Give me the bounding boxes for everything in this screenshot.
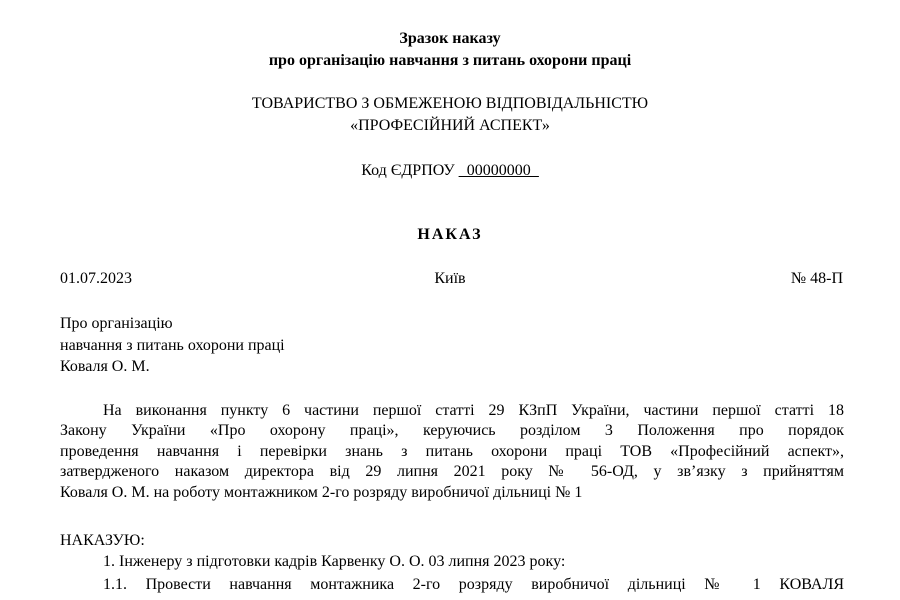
preamble-paragraph — [60, 401, 844, 503]
order-date: 01.07.2023 — [60, 270, 132, 287]
sample-title: Зразок наказу — [399, 30, 501, 47]
edrpou-value: _00000000_ — [458, 162, 539, 179]
decree-item-1: 1. Інженеру з підготовки кадрів Карвенку О. О. 03 липня 2023 року: — [103, 553, 566, 570]
sample-subtitle: про організацію навчання з питань охорони праці — [268, 52, 632, 69]
preamble-line: На виконання пункту 6 частини першої статті 29 КЗпП України, частини першої статті 18 — [103, 402, 844, 419]
order-number: № 48-П — [790, 270, 843, 287]
decree-heading: НАКАЗУЮ: — [60, 532, 145, 549]
company-name-line2: «ПРОФЕСІЙНИЙ АСПЕКТ» — [350, 117, 550, 134]
decree-item-1-1-line: 1.1. Провести навчання монтажника 2-го розряду виробничої дільниці № 1 КОВАЛЯ — [103, 576, 844, 593]
preamble-line: Коваля О. М. на роботу монтажником 2-го розряду виробничої дільниці № 1 — [60, 483, 583, 501]
company-name-line1: ТОВАРИСТВО З ОБМЕЖЕНОЮ ВІДПОВІДАЛЬНІСТЮ — [251, 95, 649, 112]
order-title: НАКАЗ — [417, 226, 483, 243]
preamble-line: Закону України «Про охорону праці», керуючись розділом 3 Положення про порядок — [60, 422, 844, 440]
subject-line2: навчання з питань охорони праці — [60, 337, 285, 354]
subject-line3: Коваля О. М. — [60, 358, 150, 375]
preamble-line: затвердженого наказом директора від 29 липня 2021 року № 56-ОД, у зв’язку з прийняттям — [60, 463, 844, 481]
order-city: Київ — [434, 270, 466, 287]
edrpou-code — [0, 162, 900, 180]
preamble-line: проведення навчання і перевірки знань з питань охорони праці ТОВ «Професійний аспект», — [60, 442, 844, 460]
subject-line1: Про організацію — [60, 315, 173, 332]
edrpou-label: Код ЄДРПОУ — [361, 162, 455, 179]
decree-item-1-1 — [103, 575, 844, 595]
